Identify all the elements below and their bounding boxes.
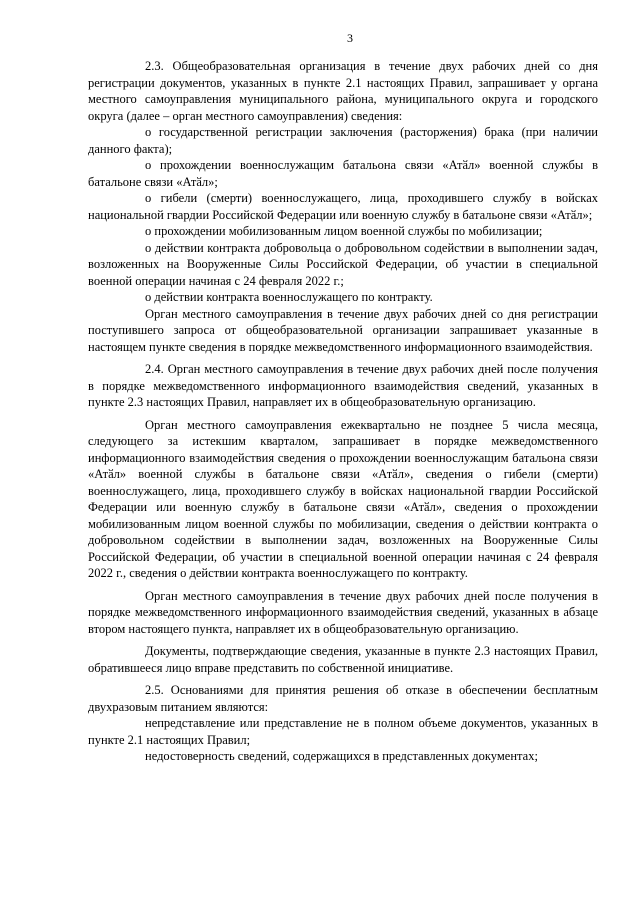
paragraph-atal-service: о прохождении военнослужащим батальона связи «Атӑл» военной службы в батальоне связи «Атӑл»; xyxy=(88,158,598,189)
paragraph-unreliable-info: недостоверность сведений, содержащихся в представленных документах; xyxy=(145,749,538,763)
paragraph-quarterly-request: Орган местного самоуправления ежеквартально не позднее 5 числа месяца, следующего за истекшим кварталом, запрашивает в порядке межведомственного информационного взаимодействия сведения о прохождении военнослужащим батальона связи «Атӑл» военной службы в батальоне связи «Атӑл», сведения о гибели (смерти) военнослужащего, лица, проходившего службу в войсках национальной гвардии Российской Федерации или военную службу в батальоне связи «Атӑл», сведения о прохождении мобилизованным лицом военной службы по мобилизации, сведения о действии контракта о добровольном содействии в выполнении задач, возложенных на Вооруженные Силы Российской Федерации, об участии в специальной военной операции начиная с 24 февраля 2022 г., сведения о действии контракта военнослужащего по контракту. xyxy=(88,417,598,580)
paragraph-contract-service: о действии контракта военнослужащего по контракту. xyxy=(145,290,433,304)
paragraph-own-initiative: Документы, подтверждающие сведения, указанные в пункте 2.3 настоящих Правил, обратившееся лицо вправе представить по собственной инициативе. xyxy=(88,644,598,675)
paragraph-2-3: 2.3. Общеобразовательная организация в течение двух рабочих дней со дня регистрации документов, указанных в пункте 2.1 настоящих Правил, запрашивает у органа местного самоуправления муниципального района, муниципального округа и городского округа (далее – орган местного самоуправления) сведения: xyxy=(88,59,598,123)
page-number: 3 xyxy=(347,31,353,45)
paragraph-mobilization: о прохождении мобилизованным лицом военной службы по мобилизации; xyxy=(145,224,543,238)
paragraph-2-4: 2.4. Орган местного самоуправления в течение двух рабочих дней после получения в порядке межведомственного информационного взаимодействия сведений, указанных в пункте 2.3 настоящих Правил, направляет их в общеобразовательную организацию. xyxy=(88,362,598,409)
paragraph-death: о гибели (смерти) военнослужащего, лица, проходившего службу в войсках национальной гвардии Российской Федерации или военную службу в батальоне связи «Атӑл»; xyxy=(88,191,598,222)
paragraph-marriage-registration: о государственной регистрации заключения (расторжения) брака (при наличии данного факта); xyxy=(88,125,598,156)
paragraph-interagency-request: Орган местного самоуправления в течение двух рабочих дней со дня регистрации поступившего запроса от общеобразовательной организации запрашивает указанные в настоящем пункте сведения в порядке межведомственного информационного взаимодействия. xyxy=(88,306,598,354)
document-page xyxy=(88,30,598,765)
paragraph-volunteer-contract: о действии контракта добровольца о добровольном содействии в выполнении задач, возложенных на Вооруженные Силы Российской Федерации, об участии в специальной военной операции начиная с 24 февраля 2022 г.; xyxy=(88,240,598,288)
paragraph-incomplete-documents: непредставление или представление не в полном объеме документов, указанных в пункте 2.1 настоящих Правил; xyxy=(88,716,598,747)
paragraph-2-5: 2.5. Основаниями для принятия решения об отказе в обеспечении бесплатным двухразовым питанием являются: xyxy=(88,683,598,714)
paragraph-forwarding: Орган местного самоуправления в течение двух рабочих дней после получения в порядке межведомственного информационного взаимодействия сведений, указанных в абзаце втором настоящего пункта, направляет их в общеобразовательную организацию. xyxy=(88,588,598,636)
